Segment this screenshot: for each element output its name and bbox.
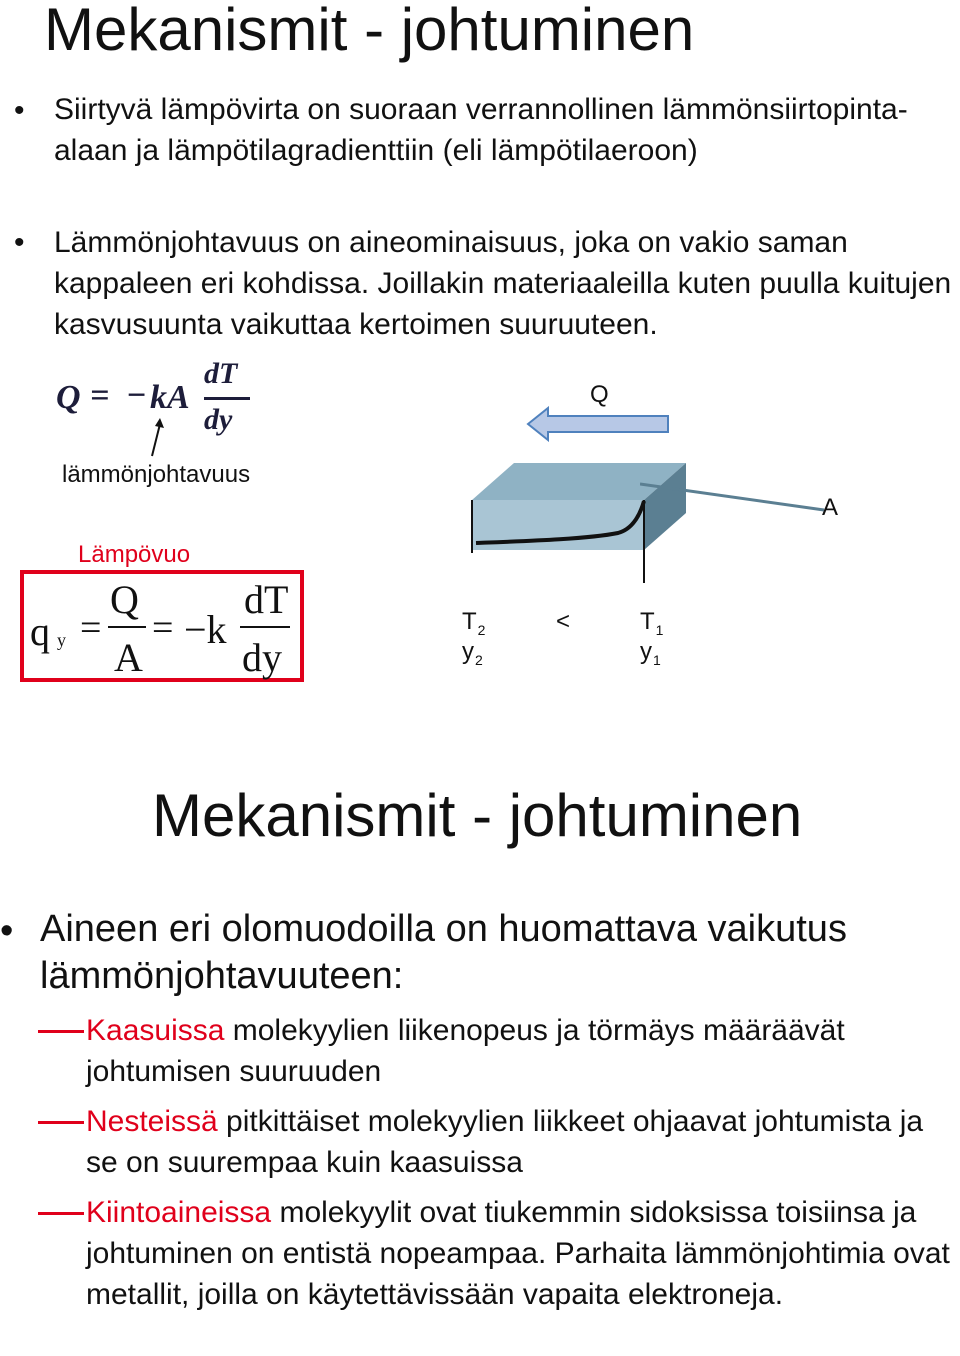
flux-formula-box: q y = Q A = −k dT dy — [20, 570, 304, 682]
item-liquids: Nesteissä pitkittäiset molekyylien liikkeet ohjaavat johtumista ja se on suurempaa kuin kaasuissa — [86, 1105, 924, 1179]
heat-flow-arrow-icon — [526, 406, 670, 442]
y2-label: $y_2$ — [462, 638, 483, 668]
item-solids: Kiintoaineissa molekyylit ovat tiukemmin sidoksissa toisiinsa ja johtuminen on entistä nopeampaa. Parhaita lämmönjohtimia ovat metallit, joilla on käytettävissään vapaita elektroneja. — [86, 1196, 950, 1311]
flux-label: Lämpövuo — [78, 541, 191, 568]
slide1-bullet-1: Siirtyvä lämpövirta on suoraan verrannollinen lämmönsiirtopinta-alaan ja lämpötilagradienttiin (eli lämpötilaeroon) — [54, 93, 908, 167]
dash-marker — [38, 1121, 84, 1124]
conducting-slab — [468, 455, 728, 595]
diagram-a-label: A — [822, 494, 839, 521]
y1-label: $y_1$ — [640, 638, 661, 668]
dash-marker — [38, 1030, 84, 1033]
t2-label: $T_2$ — [462, 608, 486, 638]
less-than-sign: < — [556, 608, 571, 635]
fourier-formula: Q = − kA dT dy — [54, 357, 264, 447]
diagram-q-label: Q — [590, 381, 609, 408]
t1-label: $T_1$ — [640, 608, 664, 638]
slide2-title: Mekanismit - johtuminen — [152, 782, 803, 849]
dash-marker — [38, 1212, 84, 1215]
pointer-arrow-icon — [148, 418, 168, 458]
item-gases: Kaasuissa molekyylien liikenopeus ja törmäys määräävät johtumisen suuruuden — [86, 1014, 845, 1088]
area-pointer-icon — [640, 480, 830, 520]
slide1-bullet-2: Lämmönjohtavuus on aineominaisuus, joka on vakio saman kappaleen eri kohdissa. Joillakin materiaaleilla kuten puulla kuitujen kasvusuunta vaikuttaa kertoimen suuruuteen. — [54, 226, 952, 341]
bullet-marker: • — [14, 226, 25, 259]
k-label: lämmönjohtavuus — [62, 461, 251, 488]
bullet-marker: • — [14, 94, 25, 127]
slide1-title: Mekanismit - johtuminen — [44, 0, 695, 63]
bullet-marker: • — [0, 910, 14, 952]
slide2-bullet: Aineen eri olomuodoilla on huomattava vaikutus lämmönjohtavuuteen: — [40, 908, 847, 997]
